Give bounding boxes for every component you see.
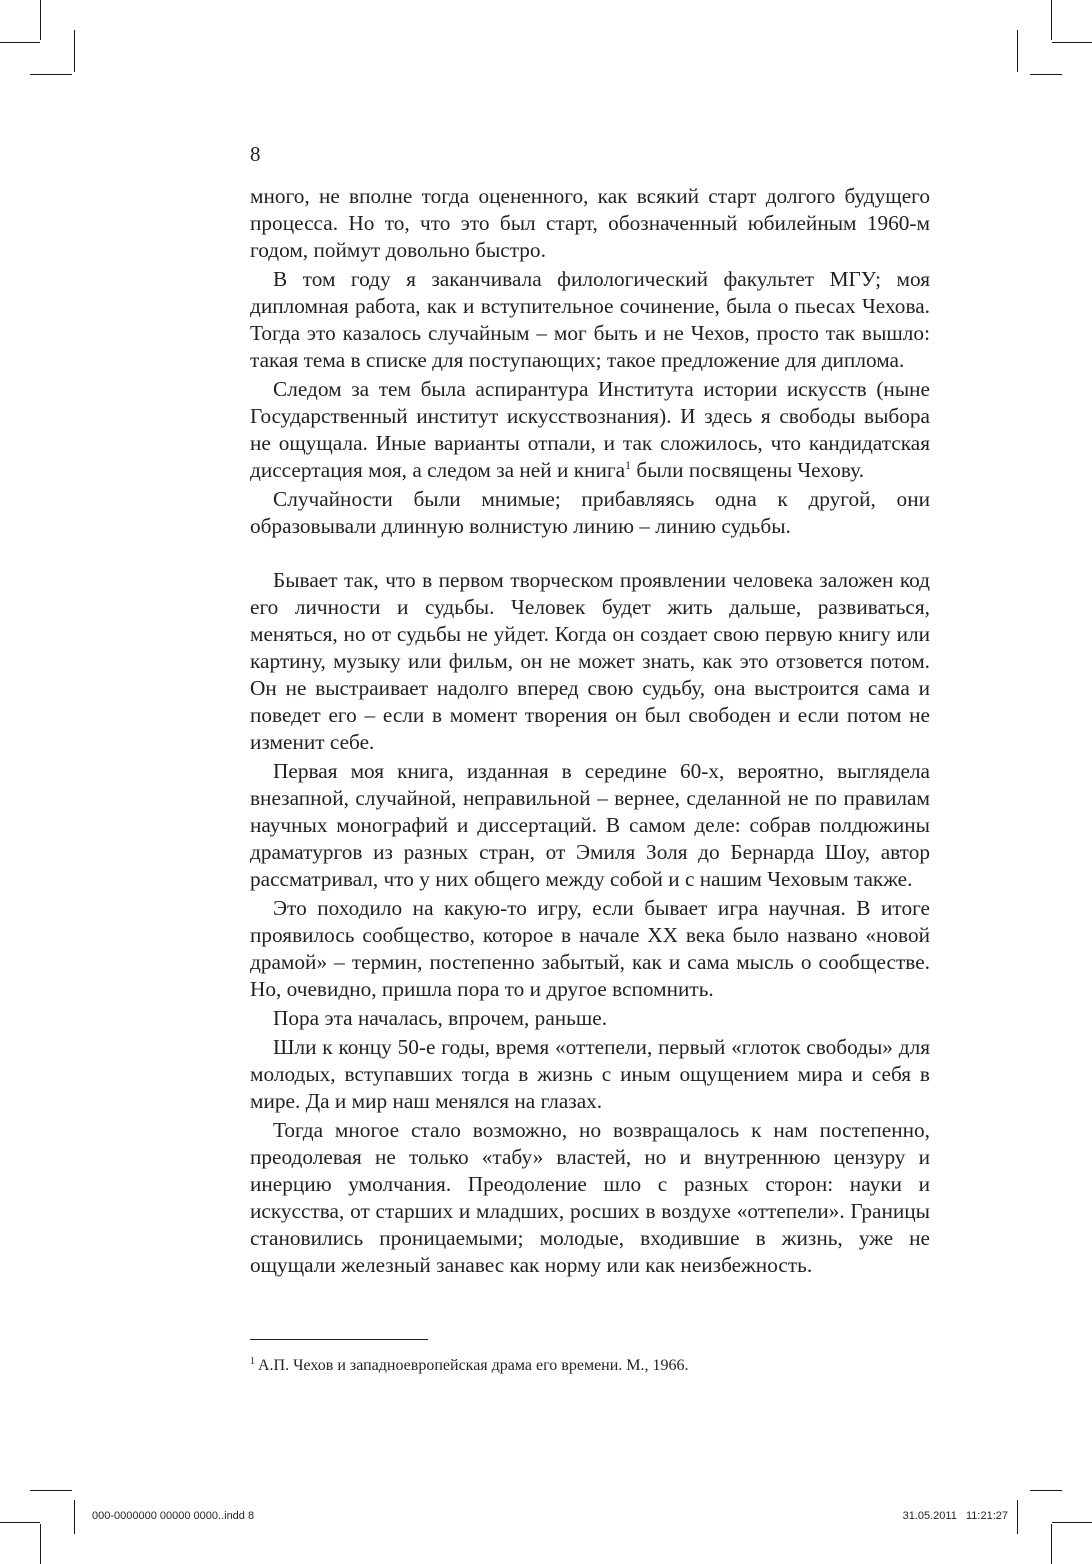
paragraph: Бывает так, что в первом творческом проявлении человека заложен код его личности и судьбы. Человек будет жить дальше, развиваться, меняться, но от судьбы не уйдет. Когда он создает свою первую книгу или картину, музыку или фильм, он не может знать, как это отзовется потом. Он не выстраивает надолго вперед свою судьбу, она выстроится сама и поведет его – если в момент творения он был свободен и если потом не изменит себе. <box>250 568 930 754</box>
crop-mark <box>1017 30 1018 72</box>
paragraph: много, не вполне тогда оцененного, как всякий старт долгого будущего процесса. Но то, что это был старт, обозначенный юбилейным 1960-м годом, поймут довольно быстро. <box>250 184 930 262</box>
footnote-reference: 1 <box>625 457 632 472</box>
crop-mark <box>40 1524 41 1564</box>
crop-mark <box>1030 74 1062 75</box>
paragraph: Это походило на какую-то игру, если бывает игра научная. В итоге проявилось сообщество, которое в начале XX века было названо «новой драмой» – термин, постепенно забытый, как и сама мысль о сообществе. Но, очевидно, пришла пора то и другое вспомнить. <box>250 896 930 1001</box>
body-text <box>250 183 930 1281</box>
crop-mark <box>74 1500 75 1534</box>
footnote-text: А.П. Чехов и западноевропейская драма его времени. М., 1966. <box>258 1357 689 1374</box>
paragraph: Случайности были мнимые; прибавляясь одна к другой, они образовывали длинную волнистую линию – линию судьбы. <box>250 487 930 538</box>
paragraph-text: были посвящены Чехову. <box>631 458 865 482</box>
slug-filename: 000-0000000 00000 0000..indd 8 <box>92 1510 255 1522</box>
crop-mark <box>30 1490 72 1491</box>
crop-mark <box>74 30 75 72</box>
crop-mark <box>1052 1522 1092 1523</box>
footnote <box>250 1357 689 1375</box>
crop-mark <box>0 42 40 43</box>
crop-mark <box>30 74 72 75</box>
page-number: 8 <box>250 142 261 166</box>
paragraph: Первая моя книга, изданная в середине 60-х, вероятно, выглядела внезапной, случайной, неправильной – вернее, сделанной не по правилам научных монографий и диссертаций. В самом деле: собрав полдюжины драматургов из разных стран, от Эмиля Золя до Бернарда Шоу, автор рассматривал, что у них общего между собой и с нашим Чеховым также. <box>250 759 930 891</box>
footnote-rule <box>250 1339 428 1340</box>
crop-mark <box>1030 1490 1062 1491</box>
slug-datetime: 31.05.2011 11:21:27 <box>902 1510 1008 1522</box>
paragraph: В том году я заканчивала филологический факультет МГУ; моя дипломная работа, как и вступительное сочинение, была о пьесах Чехова. Тогда это казалось случайным – мог быть и не Чехов, просто так вышло: такая тема в списке для поступающих; такое предложение для диплома. <box>250 267 930 372</box>
paragraph: Пора эта началась, впрочем, раньше. <box>273 1006 608 1030</box>
crop-mark <box>1052 42 1092 43</box>
crop-mark <box>1051 1524 1052 1564</box>
crop-mark <box>1051 0 1052 40</box>
paragraph <box>250 376 930 484</box>
paragraph-text: Следом за тем была аспирантура Института истории искусств (ныне Государственный институт искусствознания). И здесь я свободы выбора не ощущала. Иные варианты отпали, и так сложилось, что кандидатская диссертация моя, а следом за ней и книга <box>250 377 930 482</box>
crop-mark <box>0 1522 40 1523</box>
paragraph: Тогда многое стало возможно, но возвращалось к нам постепенно, преодолевая не только «табу» властей, но и внутреннюю цензуру и инерцию умолчания. Преодоление шло с разных сторон: науки и искусства, от старших и младших, росших в воздухе «оттепели». Границы становились проницаемыми; молодые, входившие в жизнь, уже не ощущали железный занавес как норму или как неизбежность. <box>250 1118 930 1277</box>
footnote-number: 1 <box>250 1355 255 1367</box>
crop-mark <box>1017 1500 1018 1534</box>
paragraph: Шли к концу 50-е годы, время «оттепели, первый «глоток свободы» для молодых, вступавших тогда в жизнь с иным ощущением мира и себя в мире. Да и мир наш менялся на глазах. <box>250 1035 930 1113</box>
crop-mark <box>40 0 41 40</box>
